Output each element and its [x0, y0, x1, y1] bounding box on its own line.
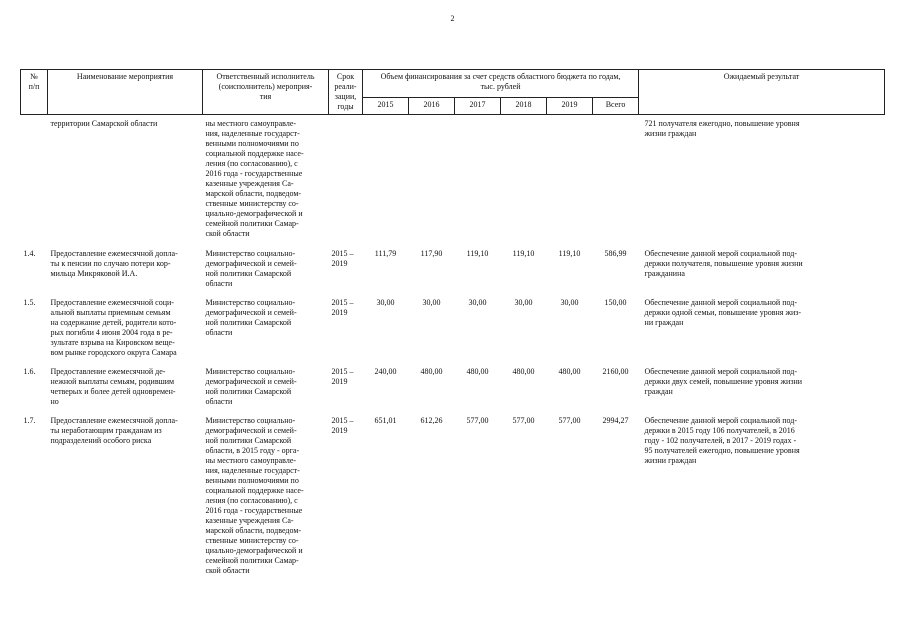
row-executor: Министерство социально- демографической и семей- ной политики Самарской области [205, 367, 297, 406]
row-value-2018: 577,00 [512, 416, 535, 425]
row-name: территории Самарской области [50, 119, 158, 128]
row-num: 1.6. [23, 367, 36, 376]
header-year-2015: 2015 [363, 98, 409, 115]
header-funding: Объем финансирования за счет средств областного бюджета по годам, тыс. рублей [363, 70, 639, 98]
row-name: Предоставление ежемесячной допла- ты к пенсии по случаю потери кор- мильца Микряковой И.А. [50, 249, 178, 278]
row-value-2017: 577,00 [466, 416, 489, 425]
row-value-2018: 480,00 [512, 367, 535, 376]
row-value-total: 2994,27 [602, 416, 629, 425]
row-value-total: 586,99 [604, 249, 627, 258]
row-value-2016: 30,00 [422, 298, 441, 307]
row-value-2017: 480,00 [466, 367, 489, 376]
header-total: Всего [593, 98, 639, 115]
row-result: 721 получателя ежегодно, повышение уровня жизни граждан [644, 119, 800, 138]
table-row [21, 289, 885, 358]
row-value-2019: 577,00 [558, 416, 581, 425]
row-value-2019: 30,00 [560, 298, 579, 307]
row-num: 1.5. [23, 298, 36, 307]
row-executor: Министерство социально- демографической и семей- ной политики Самарской области [205, 298, 297, 337]
header-executor: Ответственный исполнитель (соисполнитель) мероприя- тия [203, 70, 329, 115]
table-row [21, 358, 885, 407]
row-result: Обеспечение данной мерой социальной под- держки в 2015 году 106 получателей, в 2016 году - 102 получателей, в 2017 - 2019 годах - 95 получателей ежегодно, повышение уровня жизни граждан [644, 416, 800, 465]
row-term: 2015 – 2019 [331, 298, 354, 317]
row-term: 2015 – 2019 [331, 249, 354, 268]
row-value-2016: 480,00 [420, 367, 443, 376]
row-value-2019: 119,10 [558, 249, 581, 258]
header-year-2019: 2019 [547, 98, 593, 115]
program-measures-table [20, 69, 885, 576]
table-row-continuation [21, 115, 885, 240]
table-row [21, 407, 885, 576]
header-year-2017: 2017 [455, 98, 501, 115]
row-term: 2015 – 2019 [331, 416, 354, 435]
header-year-2018: 2018 [501, 98, 547, 115]
row-result: Обеспечение данной мерой социальной под- держки двух семей, повышение уровня жизни граждан [644, 367, 803, 396]
header-year-2016: 2016 [409, 98, 455, 115]
header-row [21, 70, 885, 98]
row-value-2018: 30,00 [514, 298, 533, 307]
header-num: № п/п [21, 70, 48, 115]
row-value-total: 150,00 [604, 298, 627, 307]
row-value-2015: 651,01 [374, 416, 397, 425]
row-name: Предоставление ежемесячной допла- ты неработающим гражданам из подразделений особого риска [50, 416, 178, 445]
row-result: Обеспечение данной мерой социальной под- держки одной семьи, повышение уровня жиз- ни граждан [644, 298, 802, 327]
row-name: Предоставление ежемесячной де- нежной выплаты семьям, родившим четверых и более детей одновремен- но [50, 367, 176, 406]
table-row [21, 239, 885, 289]
row-num: 1.4. [23, 249, 36, 258]
header-term: Срок реали- зации, годы [329, 70, 363, 115]
row-term: 2015 – 2019 [331, 367, 354, 386]
row-value-2019: 480,00 [558, 367, 581, 376]
row-value-2015: 240,00 [374, 367, 397, 376]
page-number: 2 [450, 14, 455, 23]
row-name: Предоставление ежемесячной соци- альной выплаты приемным семьям на содержание детей, родители кото- рых погибли 4 июня 2004 года в ре- зультате взрыва на Кировском веще- вом рынке городского округа Самара [50, 298, 177, 357]
row-executor: Министерство социально- демографической и семей- ной политики Самарской области, в 2015 году - орга- ны местного самоуправле- ния, наделенные государст- венными полномочиями по социальной поддержке насе- ления (по согласованию), с 2016 года - государственные казенные учреждения Са- марской области, подведом- ственные министерству со- циально-демографической и семейной политики Самар- ской области [205, 416, 304, 575]
header-result: Ожидаемый результат [639, 70, 885, 115]
row-result: Обеспечение данной мерой социальной под- держки получателя, повышение уровня жизни гражданина [644, 249, 803, 278]
row-value-2016: 117,90 [420, 249, 443, 258]
row-value-2016: 612,26 [420, 416, 443, 425]
row-executor: Министерство социально- демографической и семей- ной политики Самарской области [205, 249, 297, 288]
row-value-2015: 111,79 [374, 249, 397, 258]
header-name: Наименование мероприятия [48, 70, 203, 115]
row-value-2015: 30,00 [376, 298, 395, 307]
row-executor: ны местного самоуправле- ния, наделенные государст- венными полномочиями по социальной поддержке насе- ления (по согласованию), с 2016 года - государственные казенные учреждения Са- марской области, подведом- ственные министерству со- циально-демографической и семейной политики Самар- ской области [205, 119, 304, 238]
row-num: 1.7. [23, 416, 36, 425]
row-value-total: 2160,00 [602, 367, 629, 376]
row-value-2018: 119,10 [512, 249, 535, 258]
row-value-2017: 30,00 [468, 298, 487, 307]
row-value-2017: 119,10 [466, 249, 489, 258]
